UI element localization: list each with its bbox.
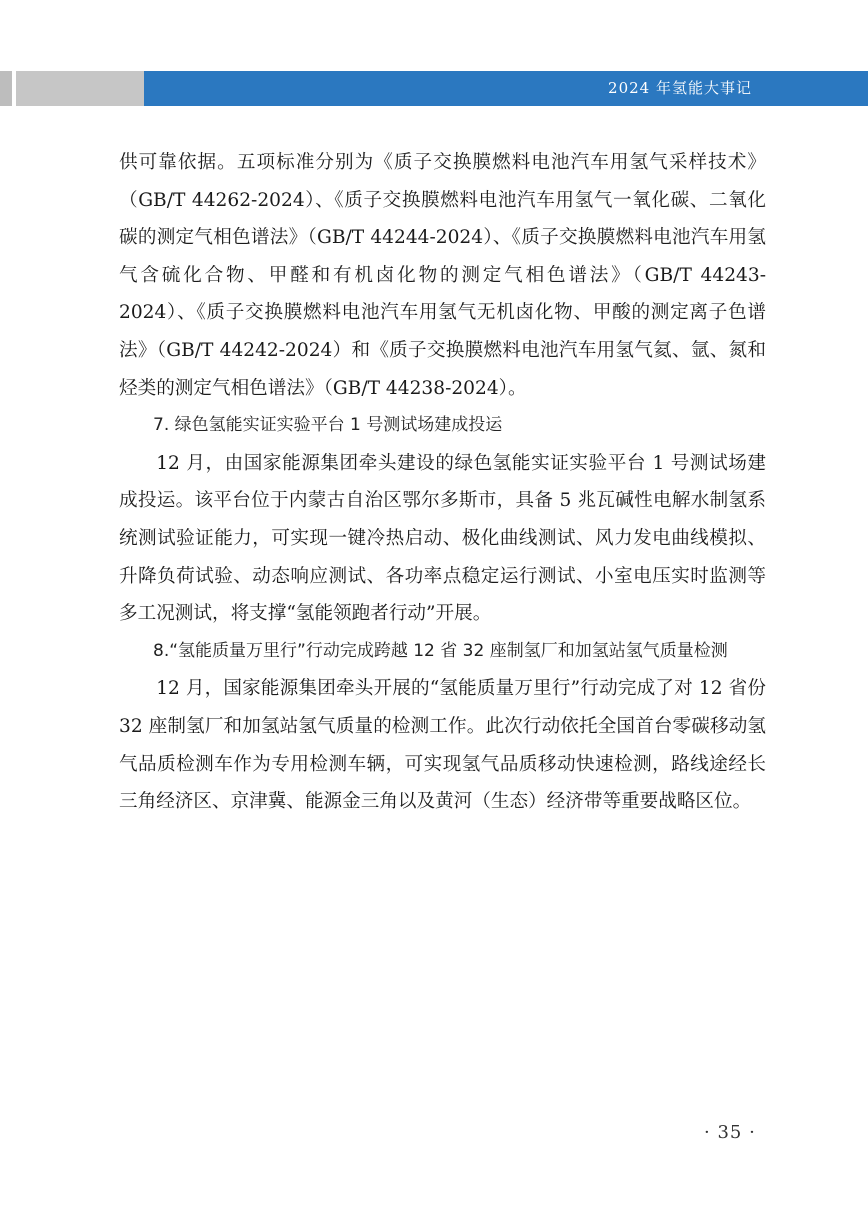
paragraph-standards: 供可靠依据。五项标准分别为《质子交换膜燃料电池汽车用氢气采样技术》（GB/T 44262-2024）、《质子交换膜燃料电池汽车用氢气一氧化碳、二氧化碳的测定气相色谱法》（GB/T 44244-2024）、《质子交换膜燃料电池汽车用氢气含硫化合物、甲醛和有机卤化物的测定气相色谱法》（GB/T 44243-2024）、《质子交换膜燃料电池汽车用氢气无机卤化物、甲酸的测定离子色谱法》（GB/T 44242-2024）和《质子交换膜燃料电池汽车用氢气氦、氩、氮和烃类的测定气相色谱法》（GB/T 44238-2024）。	[119, 152, 766, 399]
section-heading-7: 7. 绿色氢能实证实验平台 1 号测试场建成投运	[153, 415, 503, 436]
page-number: · 35 ·	[704, 1122, 756, 1143]
paragraph-test-field: 12 月，由国家能源集团牵头建设的绿色氢能实证实验平台 1 号测试场建成投运。该平台位于内蒙古自治区鄂尔多斯市，具备 5 兆瓦碱性电解水制氢系统测试验证能力，可实现一键冷热启动、极化曲线测试、风力发电曲线模拟、升降负荷试验、动态响应测试、各功率点稳定运行测试、小室电压实时监测等多工况测试，将支撑“氢能领跑者行动”开展。	[119, 452, 766, 625]
header-gray-block-left	[0, 71, 12, 106]
page-content	[119, 144, 766, 821]
section-heading-8: 8.“氢能质量万里行”行动完成跨越 12 省 32 座制氢厂和加氢站氢气质量检测	[153, 640, 728, 661]
header-gray-block	[16, 71, 144, 106]
header-band	[0, 71, 868, 106]
running-header-title: 2024 年氢能大事记	[608, 79, 752, 97]
header-blue-bar	[144, 71, 868, 106]
paragraph-quality-inspection: 12 月，国家能源集团牵头开展的“氢能质量万里行”行动完成了对 12 省份 32 座制氢厂和加氢站氢气质量的检测工作。此次行动依托全国首台零碳移动氢气品质检测车作为专用检测车辆，可实现氢气品质移动快速检测，路线途经长三角经济区、京津冀、能源金三角以及黄河（生态）经济带等重要战略区位。	[119, 678, 766, 813]
